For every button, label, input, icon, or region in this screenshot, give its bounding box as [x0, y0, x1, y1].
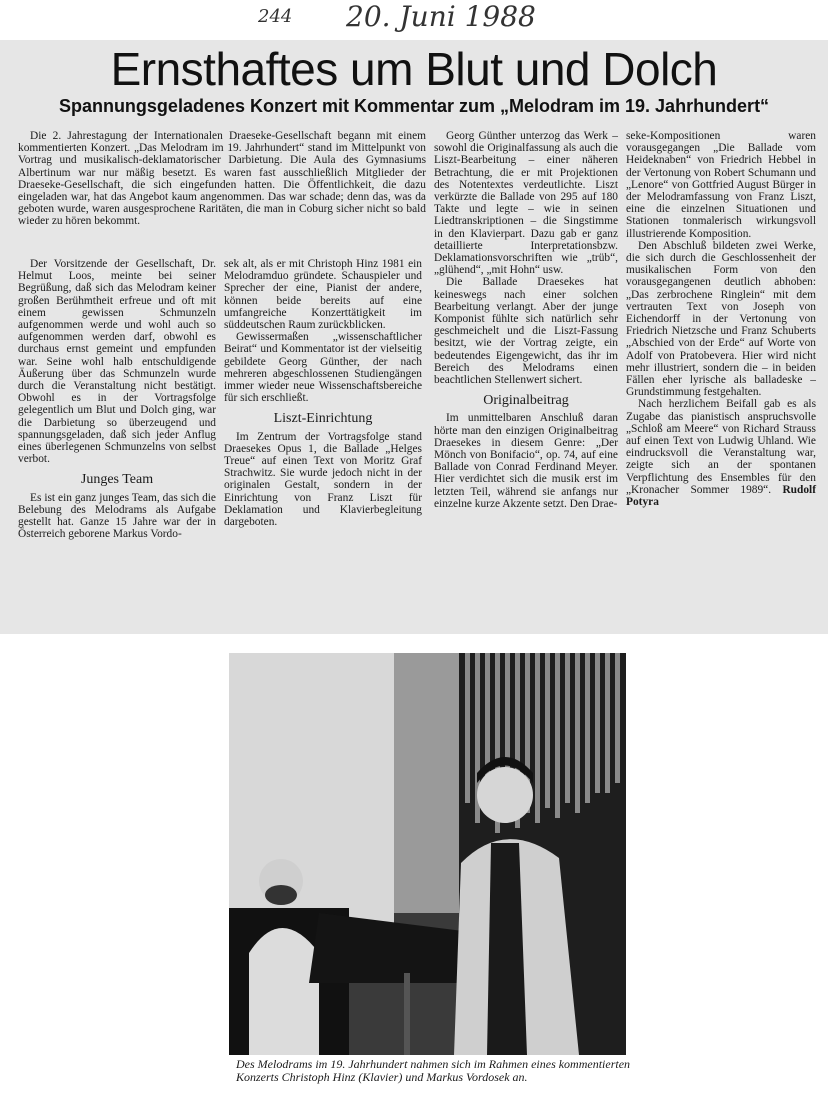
paragraph: seke-Kompositionen waren vorausgegangen „Die Ballade vom Heideknaben“ von Friedrich Hebbel in der Vertonung von Robert Schumann und „Lenore“ von Gottfried August Bürger in der Melodramfassung von Franz Liszt, eine die einzelnen Situationen und Stationen tonmalerisch wirkungsvoll illustrierende Komposition. [626, 130, 816, 240]
paragraph: Den Abschluß bildeten zwei Werke, die sich durch die Geschlossenheit der musikalischen Form von den vorausgegangenen deutlich abhoben: „Das zerbrochene Ringlein“ mit dem vertrauten Text von Joseph von Eichendorff in der Vertonung von Friedrich Nietzsche und Franz Schuberts „Abschied von der Erde“ auf Worte von Adolf von Pratobevera. Hier wird nicht mehr illustriert, sondern die – in beiden Fällen eher lyrische als balladeske – Grundstimmung festgehalten. [626, 239, 816, 399]
article-column-1 [18, 258, 216, 540]
subhead-junges-team: Junges Team [80, 472, 154, 488]
article-subheadline: Spannungsgeladenes Konzert mit Kommentar zum „Melodram im 19. Jahrhundert“ [58, 96, 770, 116]
article-headline: Ernsthaftes um Blut und Dolch [110, 43, 718, 95]
handwritten-number: 244 [258, 6, 293, 27]
paragraph: Georg Günther unterzog das Werk – sowohl die Originalfassung als auch die Liszt-Bearbeitung – einer näheren Betrachtung, die er mit Projektionen des Notentextes verdeutlichte. Liszt verkürzte die Ballade von 295 auf 180 Takte und legte – wie in seinen Liedtranskriptionen – die Singstimme in den Klavierpart. Dazu gab er ganz detaillierte Interpretationsbzw. Deklamationsvorschriften wie „trüb“, „glühend“, „mit Hohn“ usw. [434, 130, 618, 277]
subhead-liszt-einrichtung: Liszt-Einrichtung [273, 411, 373, 427]
article-column-3 [434, 130, 618, 510]
paragraph: Die Ballade Draesekes hat keineswegs nach einer solchen Bearbeitung verlangt. Aber der junge Komponist fühlte sich natürlich sehr geschmeichelt und die Liszt-Fassung besitzt, wie der Vortrag zeigte, ein bedeutendes Eigengewicht, das ihr im Bereich des Melodrams einen beachtlichen Stellenwert sichert. [434, 276, 618, 387]
article-lead [18, 130, 426, 228]
concert-photo-illustration [229, 653, 626, 1055]
article-column-4 [626, 130, 816, 508]
paragraph: Gewissermaßen „wissenschaftlicher Beirat“ und Kommentator ist der vielseitig gebildete Georg Günther, der nach mehreren abgeschlossenen Studiengängen immer wieder neue Wissenschaftsbereiche für sich erschließt. [224, 331, 422, 405]
paragraph: sek alt, als er mit Christoph Hinz 1981 ein Melodramduo gründete. Schauspieler und Sprecher der eine, Pianist der andere, können beide bereits auf eine umfangreiche Konzerttätigkeit im süddeutschen Raum zurückblicken. [224, 258, 422, 332]
article-column-2 [224, 258, 422, 528]
paragraph: Der Vorsitzende der Gesellschaft, Dr. Helmut Loos, meinte bei seiner Begrüßung, daß sich das Melodram keiner großen Berühmtheit erfreue und oft mit einem gewissen Schmunzeln aufgenommen werde und wohl auch so aufgenommen werden darf, obwohl es durchaus ernst gemeint und empfunden war. Seine wohl halb entschuldigende Äußerung über das Schmunzeln wurde durch die Veranstaltung nicht bestätigt. Obwohl es in der Vortragsfolge gelegentlich um Blut und Dolch ging, war die Darbietung so überzeugend und spannungsgeladen, daß sich jeder Anflug eines überlegenen Schmunzelns von selbst verbot. [18, 258, 216, 466]
paragraph-text: Nach herzlichem Beifall gab es als Zugabe das pianistisch anspruchsvolle „Schloß am Meere“ von Richard Strauss auf einen Text von Ludwig Uhland. Wie eindrucksvoll die Veranstaltung war, zeigte sich an der spontanen Verpflichtung des Ensembles für den „Kronacher Sommer 1989“. [626, 398, 816, 496]
paragraph: Im Zentrum der Vortragsfolge stand Draesekes Opus 1, die Ballade „Helges Treue“ auf einen Text von Moritz Graf Strachwitz. Sie wurde jedoch nicht in der originalen Gestalt, sondern in der Einrichtung von Franz Liszt für Deklamation und Klavierbegleitung dargeboten. [224, 430, 422, 529]
subhead-originalbeitrag: Originalbeitrag [483, 393, 569, 409]
photo-caption: Des Melodrams im 19. Jahrhundert nahmen sich im Rahmen eines kommentierten Konzerts Christoph Hinz (Klavier) und Markus Vordosek an. [236, 1057, 631, 1084]
author-signature: Rudolf Potyra [626, 483, 816, 509]
lead-paragraph: Die 2. Jahrestagung der Internationalen Draeseke-Gesellschaft begann mit einem kommentierten Konzert. „Das Melodram im 19. Jahrhundert“ stand im Mittelpunkt von Vortrag und musikalisch-deklamatorischer Darbietung. Die Aula des Gymnasiums Albertinum war nur mäßig besetzt. Es waren fast ausschließlich Mitglieder der Draeseke-Gesellschaft, die sich eingefunden hatten. Die Öffentlichkeit, die dazu eingeladen war, hat das Angebot kaum angenommen. Das war schade; denn das, was da geboten wurde, waren ausgesprochene Raritäten, die man in Coburg sicher nicht so bald wieder zu hören bekommt. [18, 130, 426, 228]
concert-photo [229, 653, 626, 1055]
paragraph [626, 398, 816, 508]
paragraph: Es ist ein ganz junges Team, das sich die Belebung des Melodrams als Aufgabe gestellt hat. Ganze 15 Jahre war der in Österreich geborene Markus Vordo- [18, 491, 216, 541]
paragraph: Im unmittelbaren Anschluß daran hörte man den einzigen Originalbeitrag Draesekes in diesem Genre: „Der Mönch von Bonifacio“, op. 74, auf eine Ballade von Conrad Ferdinand Meyer. Hier verdichtet sich die musik erst im letzten Teil, während sie anfangs nur einzelne kurze Akzente setzt. Den Drae- [434, 412, 618, 510]
handwritten-date: 20. Juni 1988 [346, 0, 536, 33]
